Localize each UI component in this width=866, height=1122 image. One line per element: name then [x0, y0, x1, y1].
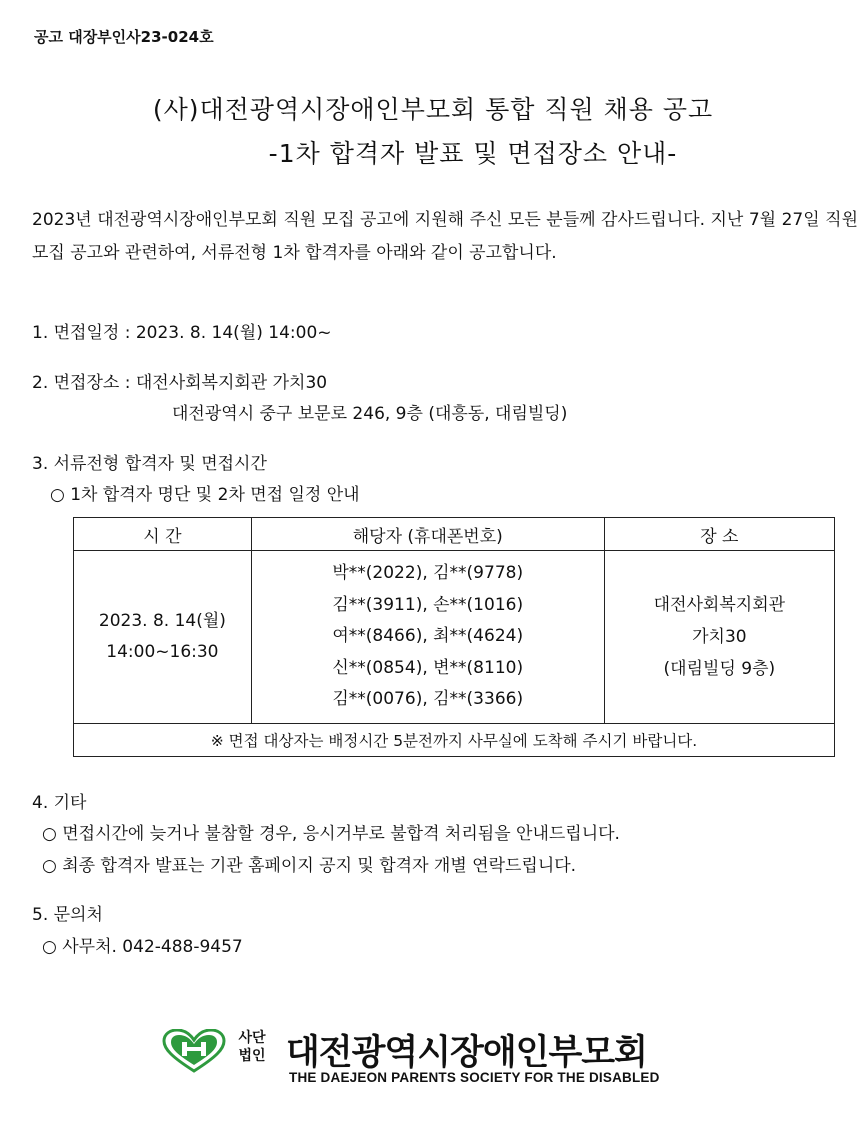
time-range: 14:00~16:30 — [106, 642, 219, 662]
header-time: 시 간 — [74, 518, 252, 551]
people-line: 김**(3911), 손**(1016) — [332, 594, 524, 615]
table-row — [74, 551, 835, 724]
document-title: (사)대전광역시장애인부모회 통합 직원 채용 공고 — [152, 95, 714, 124]
place-building: (대림빌딩 9층) — [663, 659, 776, 679]
notice-number: 공고 대장부인사23-024호 — [34, 28, 214, 46]
place-room: 가치30 — [692, 627, 747, 647]
header-people: 해당자 (휴대폰번호) — [251, 518, 604, 551]
logo-label-top: 사단 — [238, 1030, 266, 1046]
people-line: 신**(0854), 변**(8110) — [332, 657, 524, 678]
table-note-row — [74, 724, 835, 757]
intro-paragraph: 2023년 대전광역시장애인부모회 직원 모집 공고에 지원해 주신 모든 분들께 감사드립니다. 지난 7월 27일 직원 모집 공고와 관련하여, 서류전형 1차 합격자를 아래와 같이 공고합니다. — [32, 210, 858, 263]
logo-label — [232, 1029, 272, 1065]
other-item: ○ 면접시간에 늦거나 불참할 경우, 응시거부로 불합격 처리됨을 안내드립니다. — [42, 824, 620, 844]
place-cell — [604, 551, 834, 724]
people-line: 박**(2022), 김**(9778) — [332, 563, 524, 584]
header-place: 장 소 — [604, 518, 834, 551]
people-line: 여**(8466), 최**(4624) — [332, 626, 524, 647]
time-date: 2023. 8. 14(월) — [98, 611, 226, 631]
people-cell — [251, 551, 604, 724]
people-line: 김**(0076), 김**(3366) — [332, 689, 524, 710]
logo-name-korean: 대전광역시장애인부모회 — [286, 1033, 647, 1073]
section-passers-heading: 3. 서류전형 합격자 및 면접시간 — [32, 454, 267, 474]
document-subtitle: -1차 합격자 발표 및 면접장소 안내- — [268, 139, 678, 168]
table-note: ※ 면접 대상자는 배정시간 5분전까지 사무실에 도착해 주시기 바랍니다. — [74, 724, 835, 757]
organization-logo — [162, 1025, 722, 1089]
time-cell — [74, 551, 252, 724]
logo-label-bottom: 법인 — [238, 1048, 266, 1064]
schedule-table — [73, 517, 835, 757]
table-header-row — [74, 518, 835, 551]
interview-schedule: 1. 면접일정 : 2023. 8. 14(월) 14:00~ — [32, 323, 332, 343]
section-passers-subheading: ○ 1차 합격자 명단 및 2차 면접 일정 안내 — [50, 485, 360, 505]
logo-name-english: THE DAEJEON PARENTS SOCIETY FOR THE DISABLED — [289, 1070, 660, 1085]
interview-location: 2. 면접장소 : 대전사회복지회관 가치30 — [32, 373, 328, 393]
other-item: ○ 최종 합격자 발표는 기관 홈페이지 공지 및 합격자 개별 연락드립니다. — [42, 856, 577, 876]
heart-hands-icon — [162, 1029, 226, 1073]
place-name: 대전사회복지회관 — [653, 595, 786, 615]
interview-address: 대전광역시 중구 보문로 246, 9층 (대흥동, 대림빌딩) — [172, 404, 568, 424]
section-contact-heading: 5. 문의처 — [32, 905, 103, 925]
section-other-heading: 4. 기타 — [32, 793, 87, 813]
contact-item: ○ 사무처. 042-488-9457 — [42, 937, 243, 957]
